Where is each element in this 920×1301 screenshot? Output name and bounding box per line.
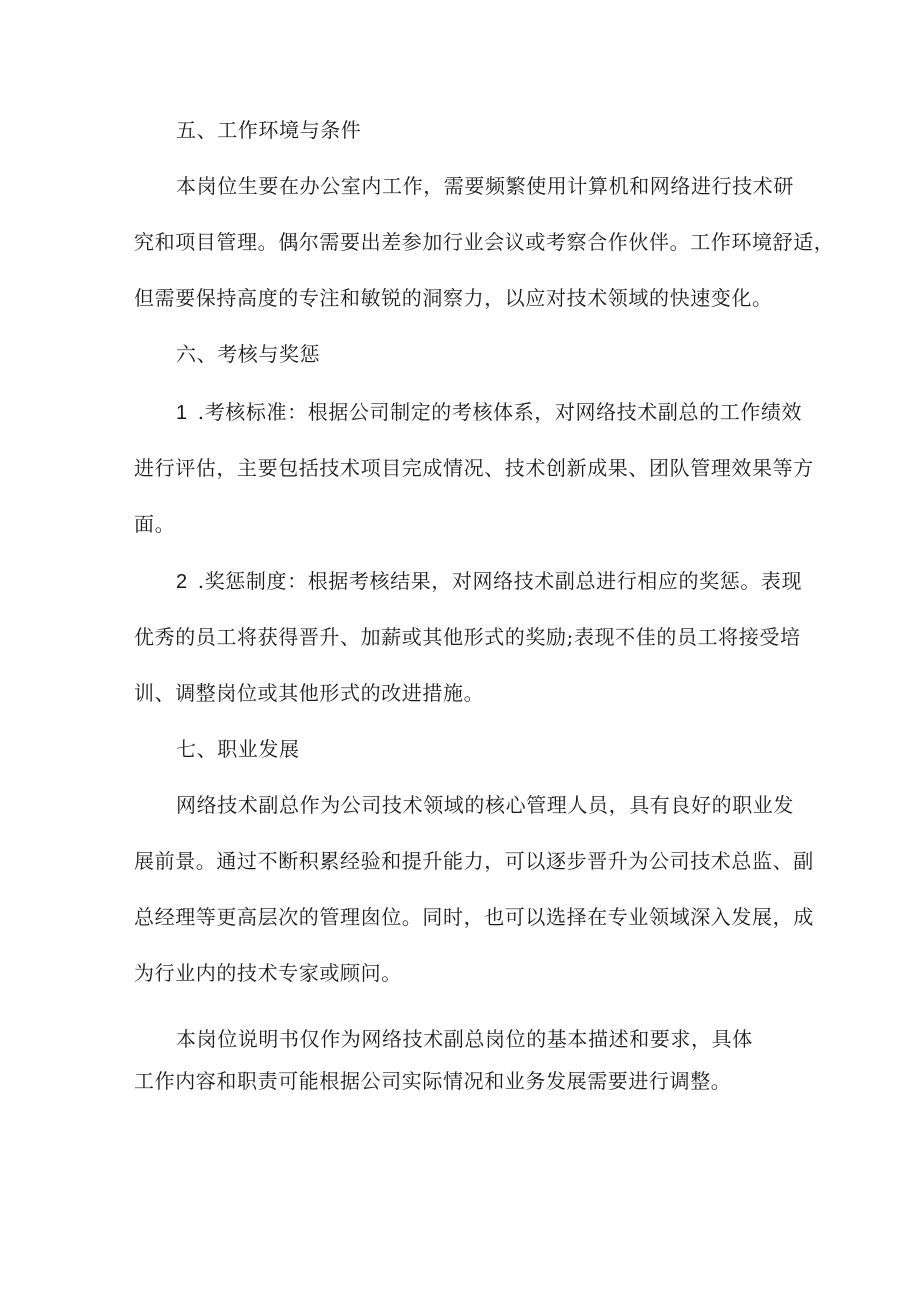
section-5-para-line-3: 但需要保持高度的专注和敏锐的洞察力，以应对技术领域的快速变化。 [134,286,773,310]
item-2-number: 2 [176,571,188,593]
item-1-text: .考核标准：根据公司制定的考核体系，对网络技术副总的工作绩效 [197,400,803,424]
item-1-number: 1 [176,402,188,424]
section-6-item-1-line-2: 进行评估，主要包括技术项目完成情况、技术创新成果、团队管理效果等方 [134,456,814,480]
section-7-para-line-1: 网络技术副总作为公司技术领域的核心管理人员，具有良好的职业发 [176,793,794,817]
item-2-text: .奖惩制度：根据考核结果，对网络技术副总进行相应的奖惩。表现 [197,569,803,593]
section-6-item-1-line-1 [176,398,802,427]
section-6-heading: 六、考核与奖惩 [176,342,321,366]
closing-para-line-2: 工作内容和职责可能根据公司实际情况和业务发展需要进行调整。 [134,1069,732,1093]
section-7-para-line-4: 为行业内的技术专家或顾问。 [134,961,402,985]
section-5-para-line-1: 本岗位生要在办公室内工作，需要频繁使用计算机和网络进行技术研 [176,174,794,198]
section-5-heading: 五、工作环境与条件 [176,118,362,142]
section-6-item-1-line-3: 面。 [134,512,176,536]
section-7-heading: 七、职业发展 [176,737,300,761]
closing-para-line-1: 本岗位说明书仅作为网络技术副总岗位的基本描述和要求，具体 [176,1027,753,1051]
section-6-item-2-line-1 [176,567,802,596]
section-6-item-2-line-2: 优秀的员工将获得晋升、加薪或其他形式的奖励;表现不佳的员工将接受培 [134,625,801,649]
section-7-para-line-2: 展前景。通过不断积累经验和提升能力，可以逐步晋升为公司技术总监、副 [134,849,814,873]
section-7-para-line-3: 总经理等更高层次的管理囱位。同时，也可以选择在专业领域深入发展，成 [134,905,814,929]
section-6-item-2-line-3: 训、调整岗位或其他形式的改进措施。 [134,681,485,705]
section-5-para-line-2: 究和项目管理。偶尔需要出差参加行业会议或考察合作伙伴。工作环境舒适， [134,230,835,254]
